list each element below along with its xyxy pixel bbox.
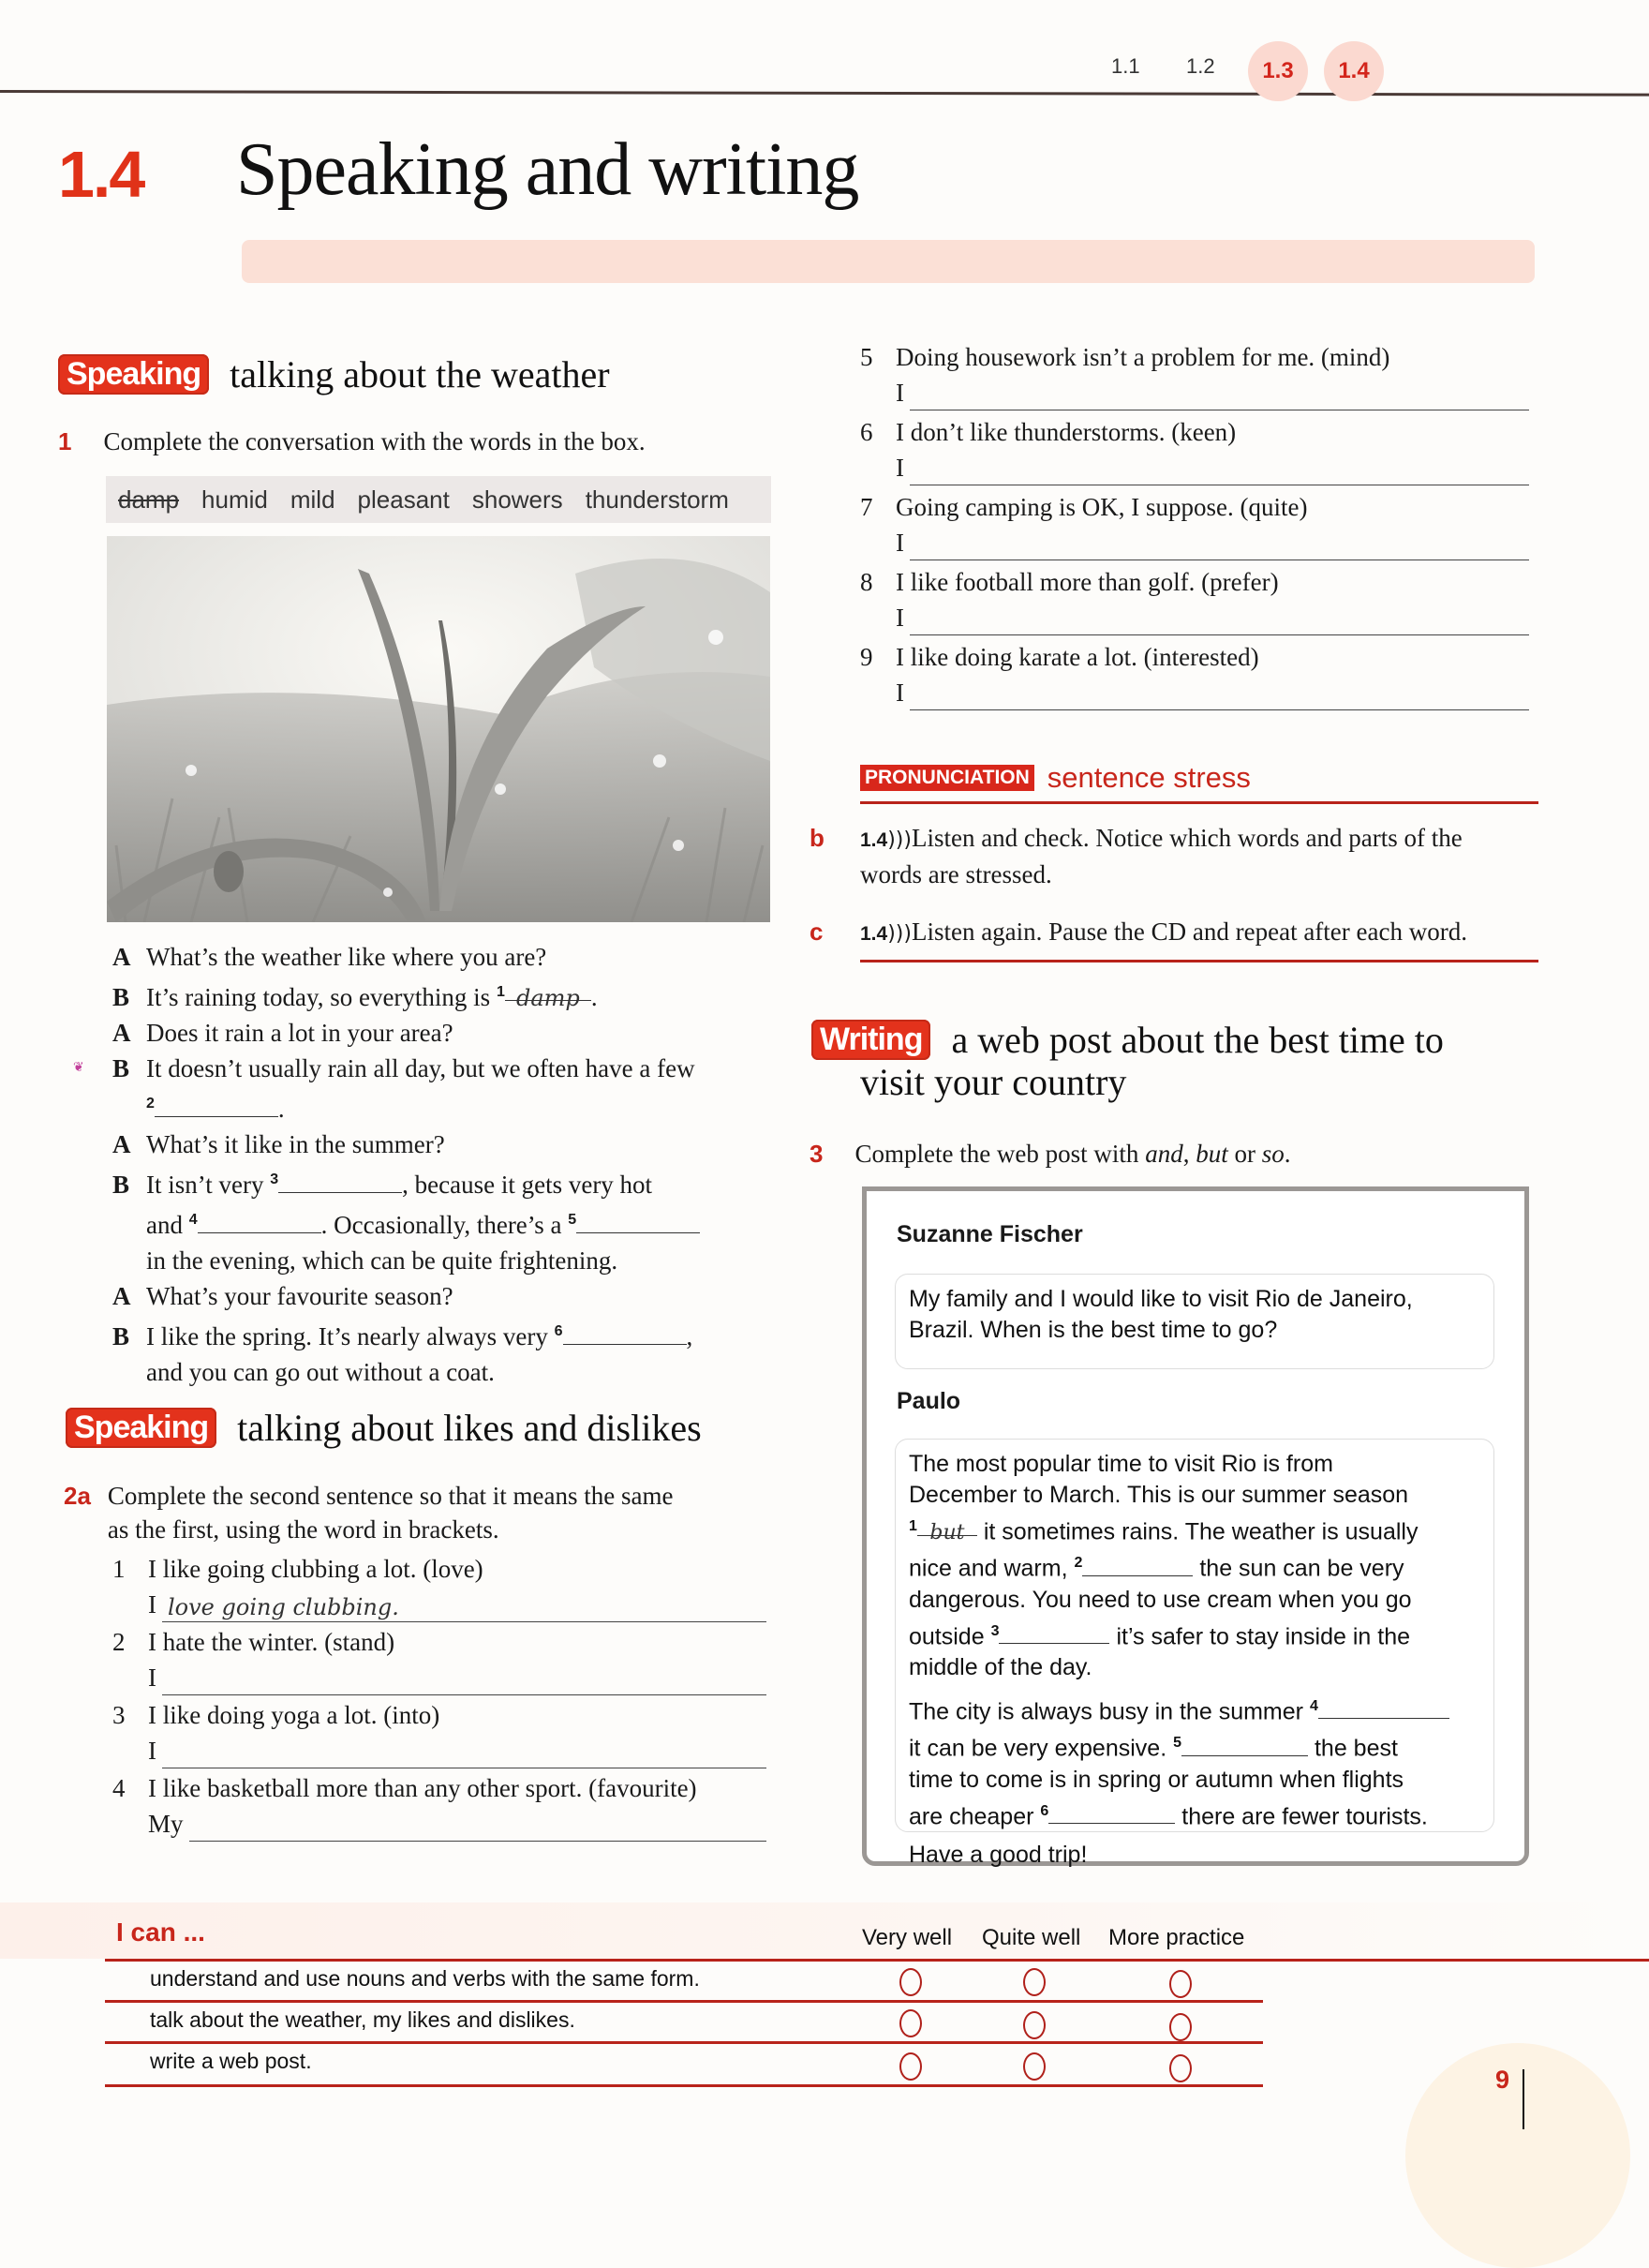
- handwritten-answer: love going clubbing.: [168, 1594, 399, 1620]
- answer-field[interactable]: [189, 1814, 766, 1842]
- audio-icon[interactable]: ))): [887, 828, 912, 852]
- dialogue-line: A What’s your favourite season?: [112, 1282, 453, 1310]
- exercise-number: 2a: [64, 1482, 91, 1510]
- post-author: Paulo: [897, 1388, 961, 1414]
- divider: [860, 801, 1538, 804]
- pronunciation-heading: [860, 761, 1251, 795]
- list-item: 7 Going camping is OK, I suppose. (quite) I: [860, 489, 1529, 560]
- answer-blank-4[interactable]: [198, 1212, 321, 1233]
- post-message: The most popular time to visit Rio is from December to March. This is our summer season $^1$ but it sometimes rains. The weather is usually nice and warm, $^2$ the sun can be very dangerous. You need to use cream when you go outside $^3$ it’s safer to stay inside in the middle of the day. The city is always busy in the summer $^4$ it can be very expensive. $^5$ the best time to come is in spring or autumn when flights are cheaper $^6$ there are fewer tourists. Have a good trip!: [895, 1439, 1494, 1832]
- list-item: 3 I like doing yoga a lot. (into) I: [112, 1697, 766, 1768]
- speaking-badge: Speaking: [66, 1408, 216, 1448]
- section-title: talking about the weather: [230, 353, 610, 395]
- header-rule: [0, 90, 1649, 97]
- divider: [105, 1959, 1649, 1962]
- bullet-mark: ❦: [73, 1061, 84, 1075]
- radio-very-well[interactable]: [899, 2052, 922, 2081]
- page-number: 9: [1495, 2066, 1510, 2094]
- answer-blank-2[interactable]: [155, 1096, 278, 1117]
- pronunciation-title: sentence stress: [1047, 761, 1251, 794]
- pronunciation-badge: PRONUNCIATION: [860, 765, 1034, 791]
- dialogue-line: in the evening, which can be quite frightening.: [146, 1246, 618, 1275]
- exercise-c: c 1.4)))Listen again. Pause the CD and repeat after each word.: [810, 915, 1540, 951]
- word-box-item: damp: [118, 485, 180, 514]
- list-item: 9 I like doing karate a lot. (interested) I: [860, 639, 1529, 710]
- nav-item-1-4[interactable]: 1.4: [1324, 41, 1384, 101]
- dialogue-line: and $^4$ . Occasionally, there’s a $^5$: [112, 1202, 768, 1243]
- word-box: [106, 476, 771, 523]
- answer-blank-1[interactable]: [917, 1516, 977, 1545]
- radio-more-practice[interactable]: [1169, 1970, 1192, 1998]
- word-box-item: thunderstorm: [585, 485, 729, 514]
- exercise-number: 1: [58, 427, 72, 455]
- divider: [105, 2041, 1263, 2044]
- exercise-b: b 1.4)))Listen and check. Notice which words and parts of the words are stressed.: [810, 821, 1540, 891]
- word-box-item: pleasant: [357, 485, 450, 514]
- instruction-text: Complete the web post with and, but or so.: [854, 1140, 1291, 1168]
- list-item: 2 I hate the winter. (stand) I: [112, 1624, 766, 1695]
- exercise-2a-instruction: 2a Complete the second sentence so that it means the same as the first, using the word in brackets.: [64, 1482, 674, 1544]
- writing-badge: Writing: [811, 1020, 930, 1060]
- answer-blank-5[interactable]: [1181, 1737, 1308, 1756]
- radio-quite-well[interactable]: [1023, 2052, 1046, 2081]
- exercise-number: 3: [810, 1140, 824, 1168]
- radio-quite-well[interactable]: [1023, 2011, 1046, 2039]
- list-item: 8 I like football more than golf. (prefer) I: [860, 564, 1529, 635]
- answer-field[interactable]: [910, 533, 1529, 560]
- dialogue-line: B I like the spring. It’s nearly always very $^6$ ,: [112, 1322, 693, 1350]
- answer-blank-1[interactable]: [505, 979, 591, 1011]
- answer-field[interactable]: [910, 608, 1529, 635]
- dialogue-line: A What’s it like in the summer?: [112, 1130, 445, 1158]
- answer-field[interactable]: [910, 683, 1529, 710]
- speaking-badge: Speaking: [58, 354, 209, 395]
- answer-field[interactable]: [162, 1595, 766, 1622]
- post-author: Suzanne Fischer: [897, 1221, 1083, 1247]
- self-assessment-row: write a web post.: [150, 2049, 312, 2073]
- self-assessment-row: talk about the weather, my likes and dislikes.: [150, 2007, 575, 2032]
- answer-field[interactable]: [162, 1741, 766, 1768]
- word-box-item: humid: [201, 485, 268, 514]
- divider: [105, 2084, 1263, 2087]
- radio-quite-well[interactable]: [1023, 1968, 1046, 1996]
- list-item: 1 I like going clubbing a lot. (love) I love going clubbing.: [112, 1551, 766, 1622]
- column-header: More practice: [1108, 1925, 1245, 1950]
- radio-more-practice[interactable]: [1169, 2013, 1192, 2041]
- page-number-rule: [1523, 2069, 1524, 2129]
- self-assessment-row: understand and use nouns and verbs with the same form.: [150, 1966, 700, 1991]
- dialogue-line: ❦ B It doesn’t usually rain all day, but we often have a few: [112, 1051, 768, 1086]
- post-message: My family and I would like to visit Rio de Janeiro, Brazil. When is the best time to go?: [895, 1274, 1494, 1369]
- dialogue-line: and you can go out without a coat.: [146, 1358, 495, 1386]
- nav-item-1-2[interactable]: 1.2: [1186, 54, 1215, 78]
- answer-blank-6[interactable]: [1048, 1804, 1175, 1824]
- dialogue-line: B It isn’t very $^3$ , because it gets very hot: [112, 1171, 653, 1199]
- handwritten-answer: but: [929, 1521, 965, 1545]
- self-assessment-band: [0, 1902, 1649, 1959]
- word-box-item: showers: [471, 485, 563, 514]
- section-title: a web post about the best time to: [951, 1019, 1444, 1061]
- header-banner: [242, 240, 1535, 283]
- radio-very-well[interactable]: [899, 1968, 922, 1996]
- dialogue-line: $^2$ .: [146, 1095, 285, 1123]
- exercise-letter: b: [810, 824, 824, 852]
- unit-number: 1.4: [58, 138, 144, 211]
- radio-very-well[interactable]: [899, 2009, 922, 2037]
- divider: [105, 2000, 1263, 2003]
- exercise-3-instruction: [810, 1140, 1290, 1169]
- section-title: talking about likes and dislikes: [237, 1407, 702, 1449]
- nav-item-1-3[interactable]: 1.3: [1248, 41, 1308, 101]
- answer-field[interactable]: [910, 383, 1529, 410]
- handwritten-answer: damp: [515, 985, 580, 1011]
- dialogue-line: B It’s raining today, so everything is $^1$ damp .: [112, 975, 768, 1015]
- section-heading-writing: Writing a web post about the best time to visit your country: [811, 1018, 1542, 1104]
- column-header: Quite well: [982, 1925, 1081, 1950]
- dialogue-line: A What’s the weather like where you are?: [112, 943, 547, 971]
- transform-list-left: [112, 1551, 766, 1842]
- answer-blank-4[interactable]: [1318, 1699, 1449, 1719]
- audio-track[interactable]: 1.4: [860, 923, 888, 945]
- column-header: Very well: [862, 1925, 953, 1950]
- nav-item-1-1[interactable]: 1.1: [1111, 54, 1140, 78]
- word-box-item: mild: [290, 485, 335, 514]
- list-item: 6 I don’t like thunderstorms. (keen) I: [860, 414, 1529, 485]
- answer-blank-3[interactable]: [278, 1171, 402, 1193]
- section-heading-likes: [66, 1406, 702, 1450]
- list-item: 5 Doing housework isn’t a problem for me. (mind) I: [860, 339, 1529, 410]
- section-heading-weather: [58, 352, 610, 396]
- answer-blank-5[interactable]: [576, 1212, 700, 1233]
- answer-blank-2[interactable]: [1082, 1557, 1193, 1576]
- page-number-circle: [1405, 2043, 1630, 2268]
- transform-list-right: [860, 339, 1529, 710]
- grass-photo: [107, 536, 770, 922]
- answer-field[interactable]: [162, 1668, 766, 1695]
- web-post-box: [862, 1186, 1529, 1866]
- exercise-1-instruction: [58, 427, 646, 456]
- answer-blank-3[interactable]: [999, 1624, 1109, 1644]
- dialogue: [73, 939, 768, 1390]
- audio-track[interactable]: 1.4: [860, 829, 888, 851]
- answer-field[interactable]: [910, 458, 1529, 485]
- answer-blank-6[interactable]: [563, 1323, 687, 1345]
- list-item: 4 I like basketball more than any other sport. (favourite) My: [112, 1770, 766, 1842]
- radio-more-practice[interactable]: [1169, 2054, 1192, 2082]
- dialogue-line: A Does it rain a lot in your area?: [112, 1019, 453, 1047]
- self-assessment-title: I can ...: [116, 1917, 205, 1947]
- instruction-text: Complete the conversation with the words in the box.: [103, 427, 646, 455]
- page-title: Speaking and writing: [236, 128, 859, 211]
- divider: [860, 960, 1538, 962]
- audio-icon[interactable]: ))): [887, 922, 912, 946]
- exercise-letter: c: [810, 918, 824, 946]
